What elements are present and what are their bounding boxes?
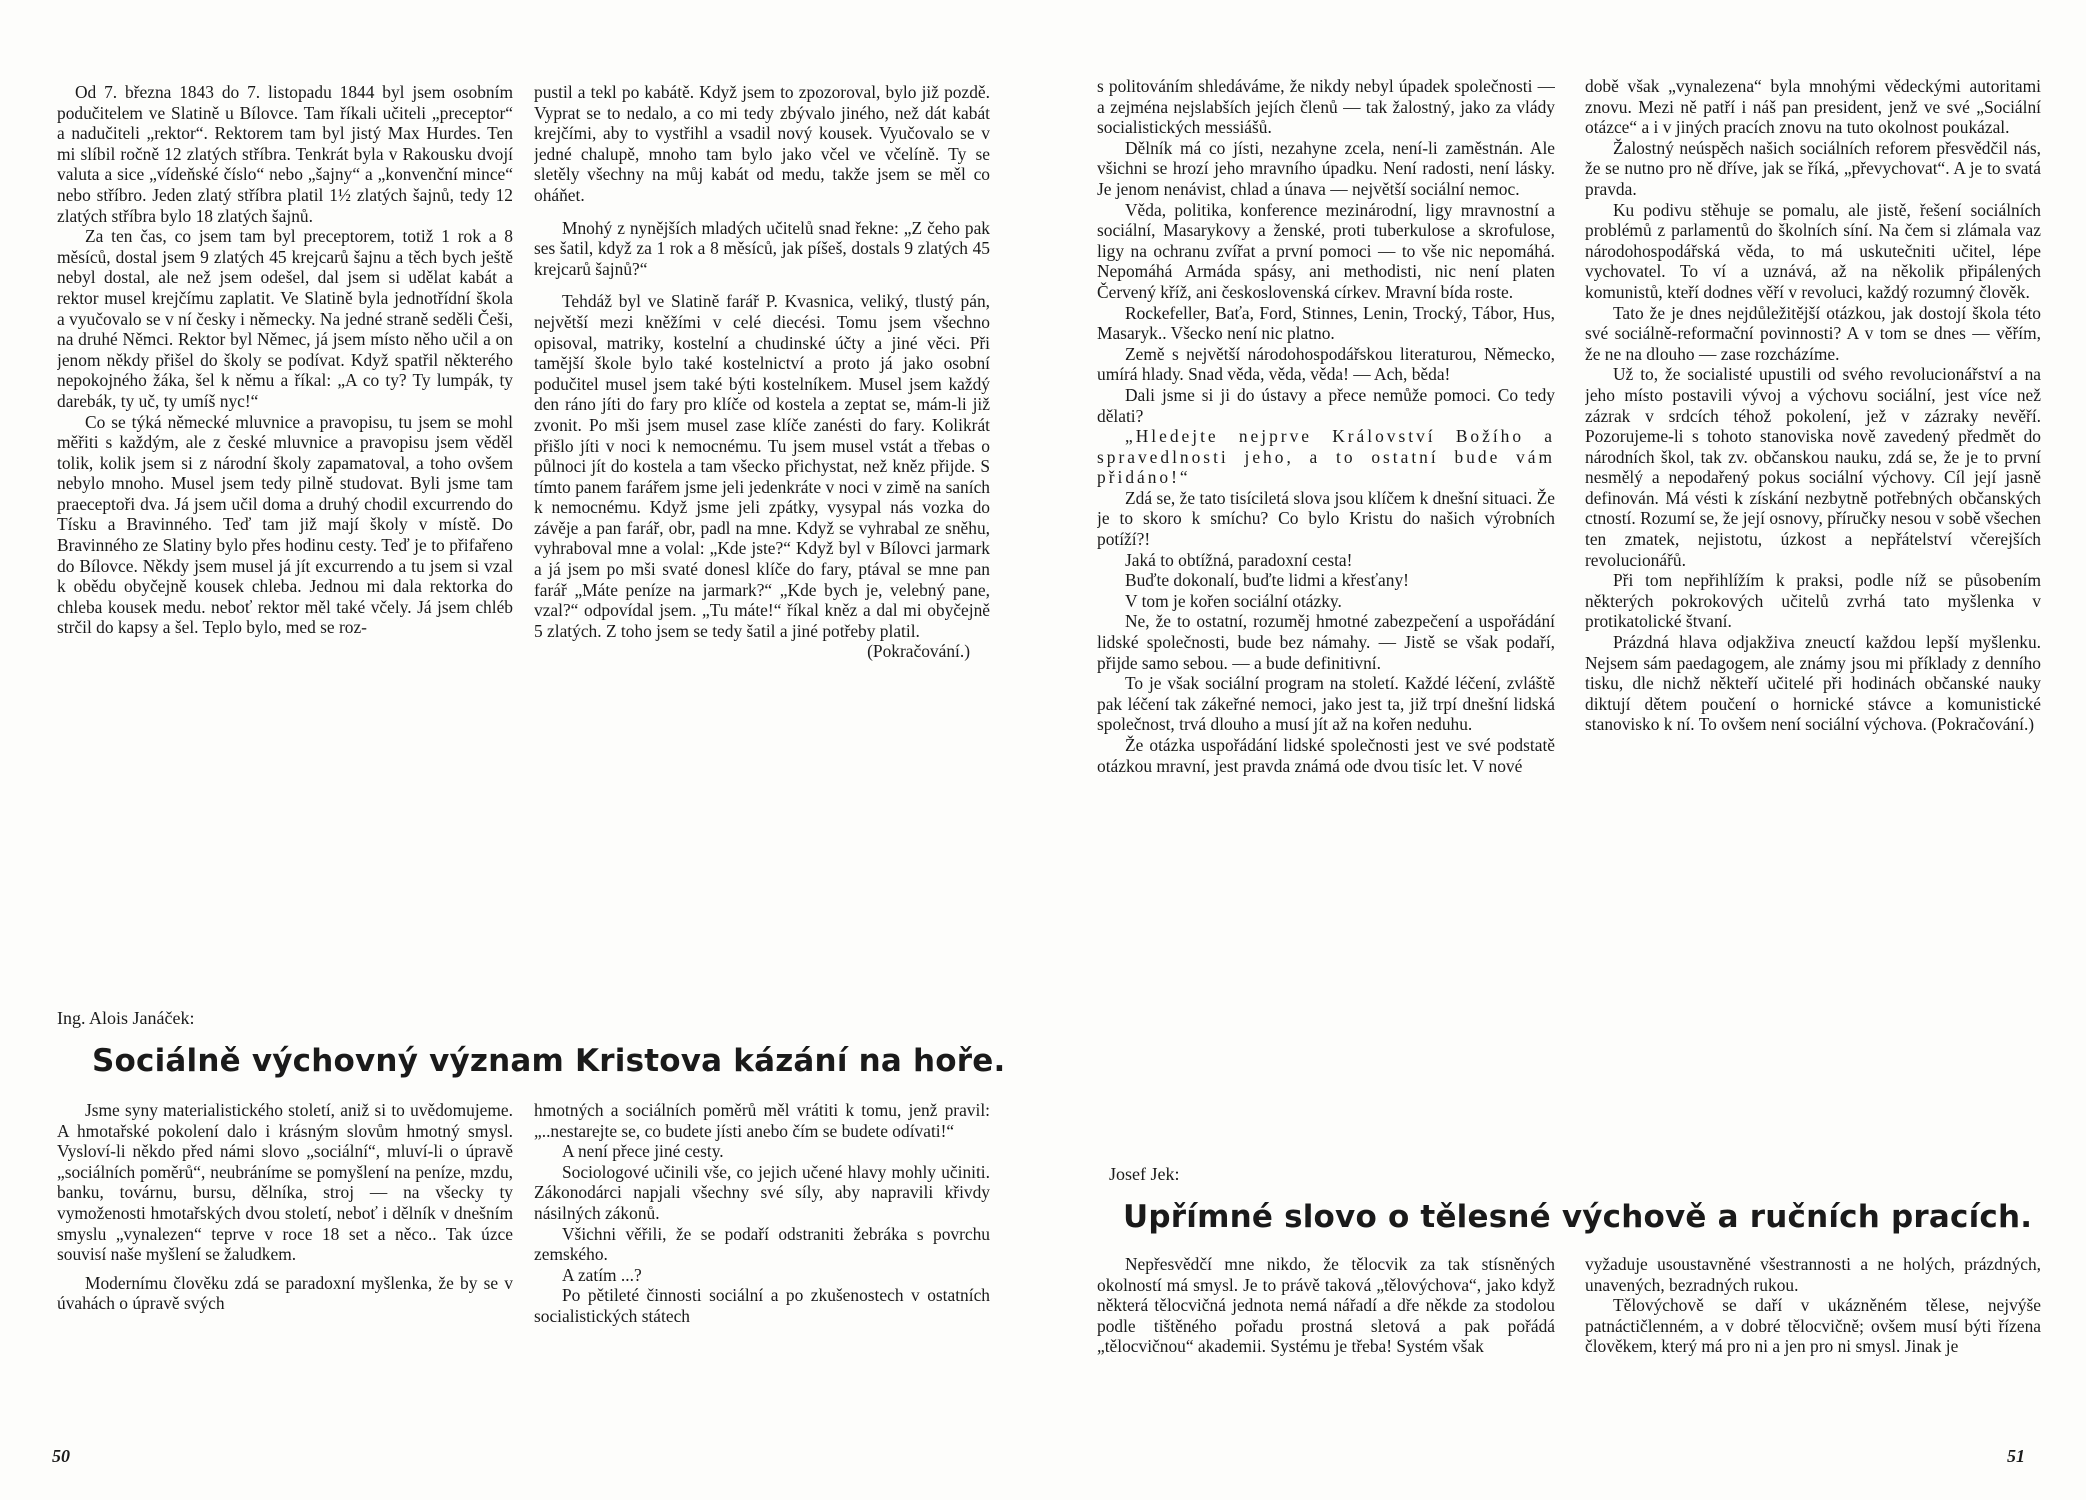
article-byline: Josef Jek:	[1109, 1164, 1180, 1184]
right-column-1	[1097, 76, 1555, 1116]
left-column-1	[57, 82, 513, 960]
paragraph: V tom je kořen sociální otázky.	[1125, 590, 1342, 611]
paragraph: Všichni věřili, že se podaří odstraniti žebráka s povrchu zemského.	[534, 1223, 990, 1265]
paragraph: A zatím ...?	[562, 1264, 642, 1285]
continuation-note: (Pokračování.)	[867, 641, 970, 662]
paragraph: Mnohý z nynějších mladých učitelů snad řekne: „Z čeho pak ses šatil, když za 1 rok a 8 měsíců, jak píšeš, dostals 9 zlatých 45 krejcarů šajnů?“	[534, 217, 990, 279]
paragraph: hmotných a sociálních poměrů měl vrátiti k tomu, jenž pravil: „..nestarejte se, co budete jísti anebo čím se budete odívati!“	[534, 1100, 990, 1141]
paragraph: Dali jsme si ji do ústavy a přece nemůže pomoci. Co tedy dělati?	[1097, 384, 1555, 426]
left-column-3	[57, 1100, 513, 1460]
article-headline: Sociálně výchovný význam Kristova kázání na hoře.	[92, 1043, 1006, 1079]
paragraph: Za ten čas, co jsem tam byl preceptorem, totiž 1 rok a 8 měsíců, dostal jsem 9 zlatých 45 krejcarů šajnu a těch bych ještě nebyl dostal, ale než jsem odešel, dal jsem si udělat kabát a rektor musel krejčímu zaplatit. Ve Slatině byla jednotřídní škola a vyučovalo se v ní česky i německy. Na jedné straně seděli Češi, na druhé Němci. Rektor byl Němec, já jsem místo něho učil a on jenom někdy přišel do školy se podívat. Když spatřil některého nepokojného žáka, šel k němu a říkal: „A co ty? Ty lumpák, ty darebák, ty uč, ty umíš nyc!“	[57, 226, 513, 411]
right-column-3	[1097, 1254, 1555, 1454]
paragraph: Žalostný neúspěch našich sociálních reforem přesvědčil nás, že se nutno pro ně dříve, jak se říká, „převychovat“. A je to svatá pravda.	[1585, 137, 2041, 199]
paragraph: Ne, že to ostatní, rozuměj hmotné zabezpečení a uspořádání lidské společnosti, bude bez námahy. — Jistě se však podaří, přijde samo sebou. — a bude definitivní.	[1097, 611, 1555, 673]
paragraph: Buďte dokonalí, buďte lidmi a křesťany!	[1125, 570, 1409, 591]
paragraph: Tato že je dnes nejdůležitější otázkou, jak dostojí škola této své sociálně-reformační povinnosti? A v tom se dnes — věřím, že ne na dlouho — zase rozcházíme.	[1585, 302, 2041, 364]
paragraph: Co se týká německé mluvnice a pravopisu, tu jsem se mohl měřiti s každým, ale z české mluvnice a pravopisu jsem věděl tolik, kolik jsem si z národní školy zapamatoval, a toho ovšem nebylo mnoho. Musel jsem tedy pilně studovat. Byli jsme tam praeceptoři dva. Já jsem učil doma a druhý chodil excurrendo do Tísku a Bravinného. Teď tam již mají školy v místě. Do Bravinného ze Slatiny bylo přes hodinu cesty. Teď je to přifařeno do Bílovce. Někdy jsem musel já jít excurrendo a tu jsem si vzal k obědu obyčejně kousek chleba. Jednou mi dala rektorka do chleba kousek medu. neboť rektor měl také včely. Já jsem chléb strčil do kapsy a šel. Teplo bylo, med se roz-	[57, 411, 513, 638]
right-column-4	[1585, 1254, 2041, 1454]
paragraph: Rockefeller, Baťa, Ford, Stinnes, Lenin, Trocký, Tábor, Hus, Masaryk.. Všecko není nic platno.	[1097, 302, 1555, 344]
paragraph: Od 7. března 1843 do 7. listopadu 1844 byl jsem osobním podučitelem ve Slatině u Bílovce. Tam říkali učiteli „preceptor“ a nadučiteli „rektor“. Rektorem tam byl jistý Max Hurdes. Ten mi slíbil ročně 12 zlatých stříbra. Tenkrát byla v Rakousku dvojí valuta a sice „vídeňské číslo“ nebo „šajny“ a „konvenční mince“ nebo stříbro. Jeden zlatý stříbra platil 1½ zlatých šajnů, tedy 12 zlatých stříbra bylo 18 zlatých šajnů.	[57, 82, 513, 226]
right-column-2	[1585, 76, 2041, 1116]
article-headline: Upřímné slovo o tělesné výchově a ručních pracích.	[1123, 1199, 2033, 1235]
paragraph: Že otázka uspořádání lidské společnosti jest ve své podstatě otázkou mravní, jest pravda známá ode dvou tisíc let. V nové	[1097, 735, 1555, 776]
left-column-2	[534, 82, 990, 960]
paragraph: Jsme syny materialistického století, aniž si to uvědomujeme. A hmotařské pokolení dalo i krásným slovům hmotný smysl. Vysloví-li někdo před námi slovo „sociální“, mluví-li o úpravě „sociálních poměrů“, neubráníme se pomyšlení na peníze, mzdu, banku, továrnu, bursu, dělníka, stroj — na všecky ty vymoženosti hmotařských dvou století, neboť i dělník v dnešním smyslu „vynalezen“ teprve v roce 18 set a něco.. Tak úzce souvisí naše myšlení se žaludkem.	[57, 1100, 513, 1265]
paragraph: Věda, politika, konference mezinárodní, ligy mravnostní a sociální, Masarykovy a ženské, proti tuberkulose a skrofulose, ligy na ochranu zvířat a první pomoci — to vše nic nepomáhá. Nepomáhá Armáda spásy, ani methodisti, nic není platen Červený kříž, ani československá církev. Mravní bída roste.	[1097, 199, 1555, 302]
paragraph: Po pětileté činnosti sociální a po zkušenostech v ostatních socialistických státech	[534, 1285, 990, 1326]
right-page	[1043, 0, 2086, 1500]
paragraph: To je však sociální program na století. Každé léčení, zvláště pak léčení tak zákeřné nemoci, jako jest ta, již trpí dnešní lidská společnost, trvá dlouho a musí jít až na kořen neduhu.	[1097, 673, 1555, 735]
paragraph: Tělovýchově se daří v ukázněném tělese, nejvýše patnáctičlenném, a v dobré tělocvičně; ovšem musí býti řízena člověkem, který má pro ni a jen pro ni smysl. Jinak je	[1585, 1295, 2041, 1357]
paragraph: Sociologové učinili vše, co jejich učené hlavy mohly učiniti. Zákonodárci napjali všechny své síly, aby napravili křivdy násilných zákonů.	[534, 1161, 990, 1223]
paragraph: Země s největší národohospodářskou literaturou, Německo, umírá hlady. Snad věda, věda, věda! — Ach, běda!	[1097, 343, 1555, 385]
paragraph: pustil a tekl po kabátě. Když jsem to zpozoroval, bylo již pozdě. Vyprat se to nedalo, a co mi tedy zbývalo jiného, než dát kabát krejčími, aby to vystřihl a vsadil nový kousek. Vyučovalo se v jedné chalupě, mnoho tam bylo jako včel ve včelíně. Ty se sletěly všechny na můj kabát od medu, takže jsem se měl co oháňet.	[534, 82, 990, 205]
left-column-4	[534, 1100, 990, 1460]
paragraph: Dělník má co jísti, nezahyne zcela, není-li zaměstnán. Ale všichni se hrozí jeho mravního úpadku. Není radosti, není lásky. Je jenom nenávist, chlad a únava — největší sociální nemoc.	[1097, 137, 1555, 199]
paragraph: Jaká to obtížná, paradoxní cesta!	[1125, 549, 1353, 570]
paragraph: Ku podivu stěhuje se pomalu, ale jistě, řešení sociálních problémů z parlamentů do školních síní. Na čem si zlámala vaz národohospodářská věda, to má uskutečniti učitel, lépe vychovatel. To ví a uznává, až na několik připálených komunistů, kteří dodnes věří v revoluci, každý rozumný člověk.	[1585, 199, 2041, 302]
paragraph: vyžaduje usoustavněné všestrannosti a ne holých, prázdných, unavených, bezradných rukou.	[1585, 1254, 2041, 1295]
article-byline: Ing. Alois Janáček:	[57, 1008, 195, 1028]
paragraph: Už to, že socialisté upustili od svého revolucionářství a na jeho místo postavili vývoj a výchovu sociální, jest více než zázrak v srdcích téhož pokolení, jež v zázraky nevěří. Pozorujeme-li s tohoto stanoviska nově zavedený předmět do národních škol, tak zv. občanskou nauku, zdá se, že je to první nesmělý a nepodařený pokus sociální výchovy. Cíl její jasně definován. Má vésti k získání nezbytně potřebných občanských ctností. Rozumí se, že její osnovy, příručky nesou v sobě všechen ten zmatek, nejistotu, úzkost a nepřátelství včerejších revolucionářů.	[1585, 364, 2041, 570]
paragraph: Nepřesvědčí mne nikdo, že tělocvik za tak stísněných okolností má smysl. Je to právě taková „tělovýchova“, jako když některá tělocvičná jednota nemá nářadí a dře někde za stodolou podle tištěného pořadu prostná sletová a pak pořádá „tělocvičnou“ akademii. Systému je třeba! Systém však	[1097, 1254, 1555, 1357]
paragraph: Modernímu člověku zdá se paradoxní myšlenka, že by se v úvahách o úpravě svých	[57, 1272, 513, 1314]
paragraph: s politováním shledáváme, že nikdy nebyl úpadek společnosti — a zejména nejslabších jejích členů — tak žalostný, jako za vlády socialistických messiášů.	[1097, 76, 1555, 138]
paragraph: A není přece jiné cesty.	[562, 1141, 724, 1162]
page-number: 51	[2007, 1446, 2025, 1466]
paragraph: Při tom nepřihlížím k praksi, podle níž se působením některých pokrokových učitelů zvrhá tato myšlenka v protikatolické štvaní.	[1585, 570, 2041, 632]
paragraph: „Hledejte nejprve Království Božího a spravedlnosti jeho, a to ostatní bude vám přidáno!“	[1097, 426, 1555, 488]
paragraph: Tehdáž byl ve Slatině farář P. Kvasnica, veliký, tlustý pán, největší mezi kněžími v celé diecési. Tomu jsem všechno opisoval, matriky, kostelní a chudinské účty a jiné věci. Při tamější škole bylo také kostelnictví a proto já jako osobní podučitel musel jsem také býti kostelníkem. Musel jsem každý den ráno jíti do fary pro klíče od kostela a zeptat se, mám-li již zvonit. Po mši jsem musel zase klíče zanésti do fary. Kolikrát přišlo jíti v noci k nemocnému. Tu jsem musel vstát a třebas o půlnoci jít do kostela a tam všecko přichystat, než kněz přijde. S tímto panem farářem jsme jeli jedenkráte v noci v zimě na saních k nemocnému. Když jsme jeli zpátky, vysypal nás vozka do závěje a pan farář, obr, padl na mne. Když se vyhrabal ze sněhu, vyhraboval mne a volal: „Kde jste?“ Když byl v Bílovci jarmark a já jsem po mši svaté donesl klíče do fary, ptával se mne pan farář „Máte peníze na jarmark?“ „Kde bych je, velebný pane, vzal?“ odpovídal jsem. „Tu máte!“ říkal kněz a dal mi obyčejně 5 zlatých. Z toho jsem se tedy šatil a jiné potřeby platil.	[534, 291, 990, 641]
paragraph: Zdá se, že tato tisíciletá slova jsou klíčem k dnešní situaci. Že je to skoro k smíchu? Co bylo Kristu do našich výrobních potíží?!	[1097, 487, 1555, 550]
page-number: 50	[52, 1446, 70, 1466]
paragraph: době však „vynalezena“ byla mnohými vědeckými autoritami znovu. Mezi ně patří i náš pan president, jenž ve své „Sociální otázce“ a i v jiných pracích znovu na tuto okolnost poukázal.	[1585, 76, 2041, 138]
paragraph: Prázdná hlava odjakživa zneuctí každou lepší myšlenku. Nejsem sám paedagogem, ale známy jsou mi příklady z denního tisku, dle nichž někteří učitelé při hodinách občanské nauky diktují dětem poučení o hornické stávce a komunistické stanovisko k ní. To ovšem není sociální výchova. (Pokračování.)	[1585, 632, 2041, 735]
